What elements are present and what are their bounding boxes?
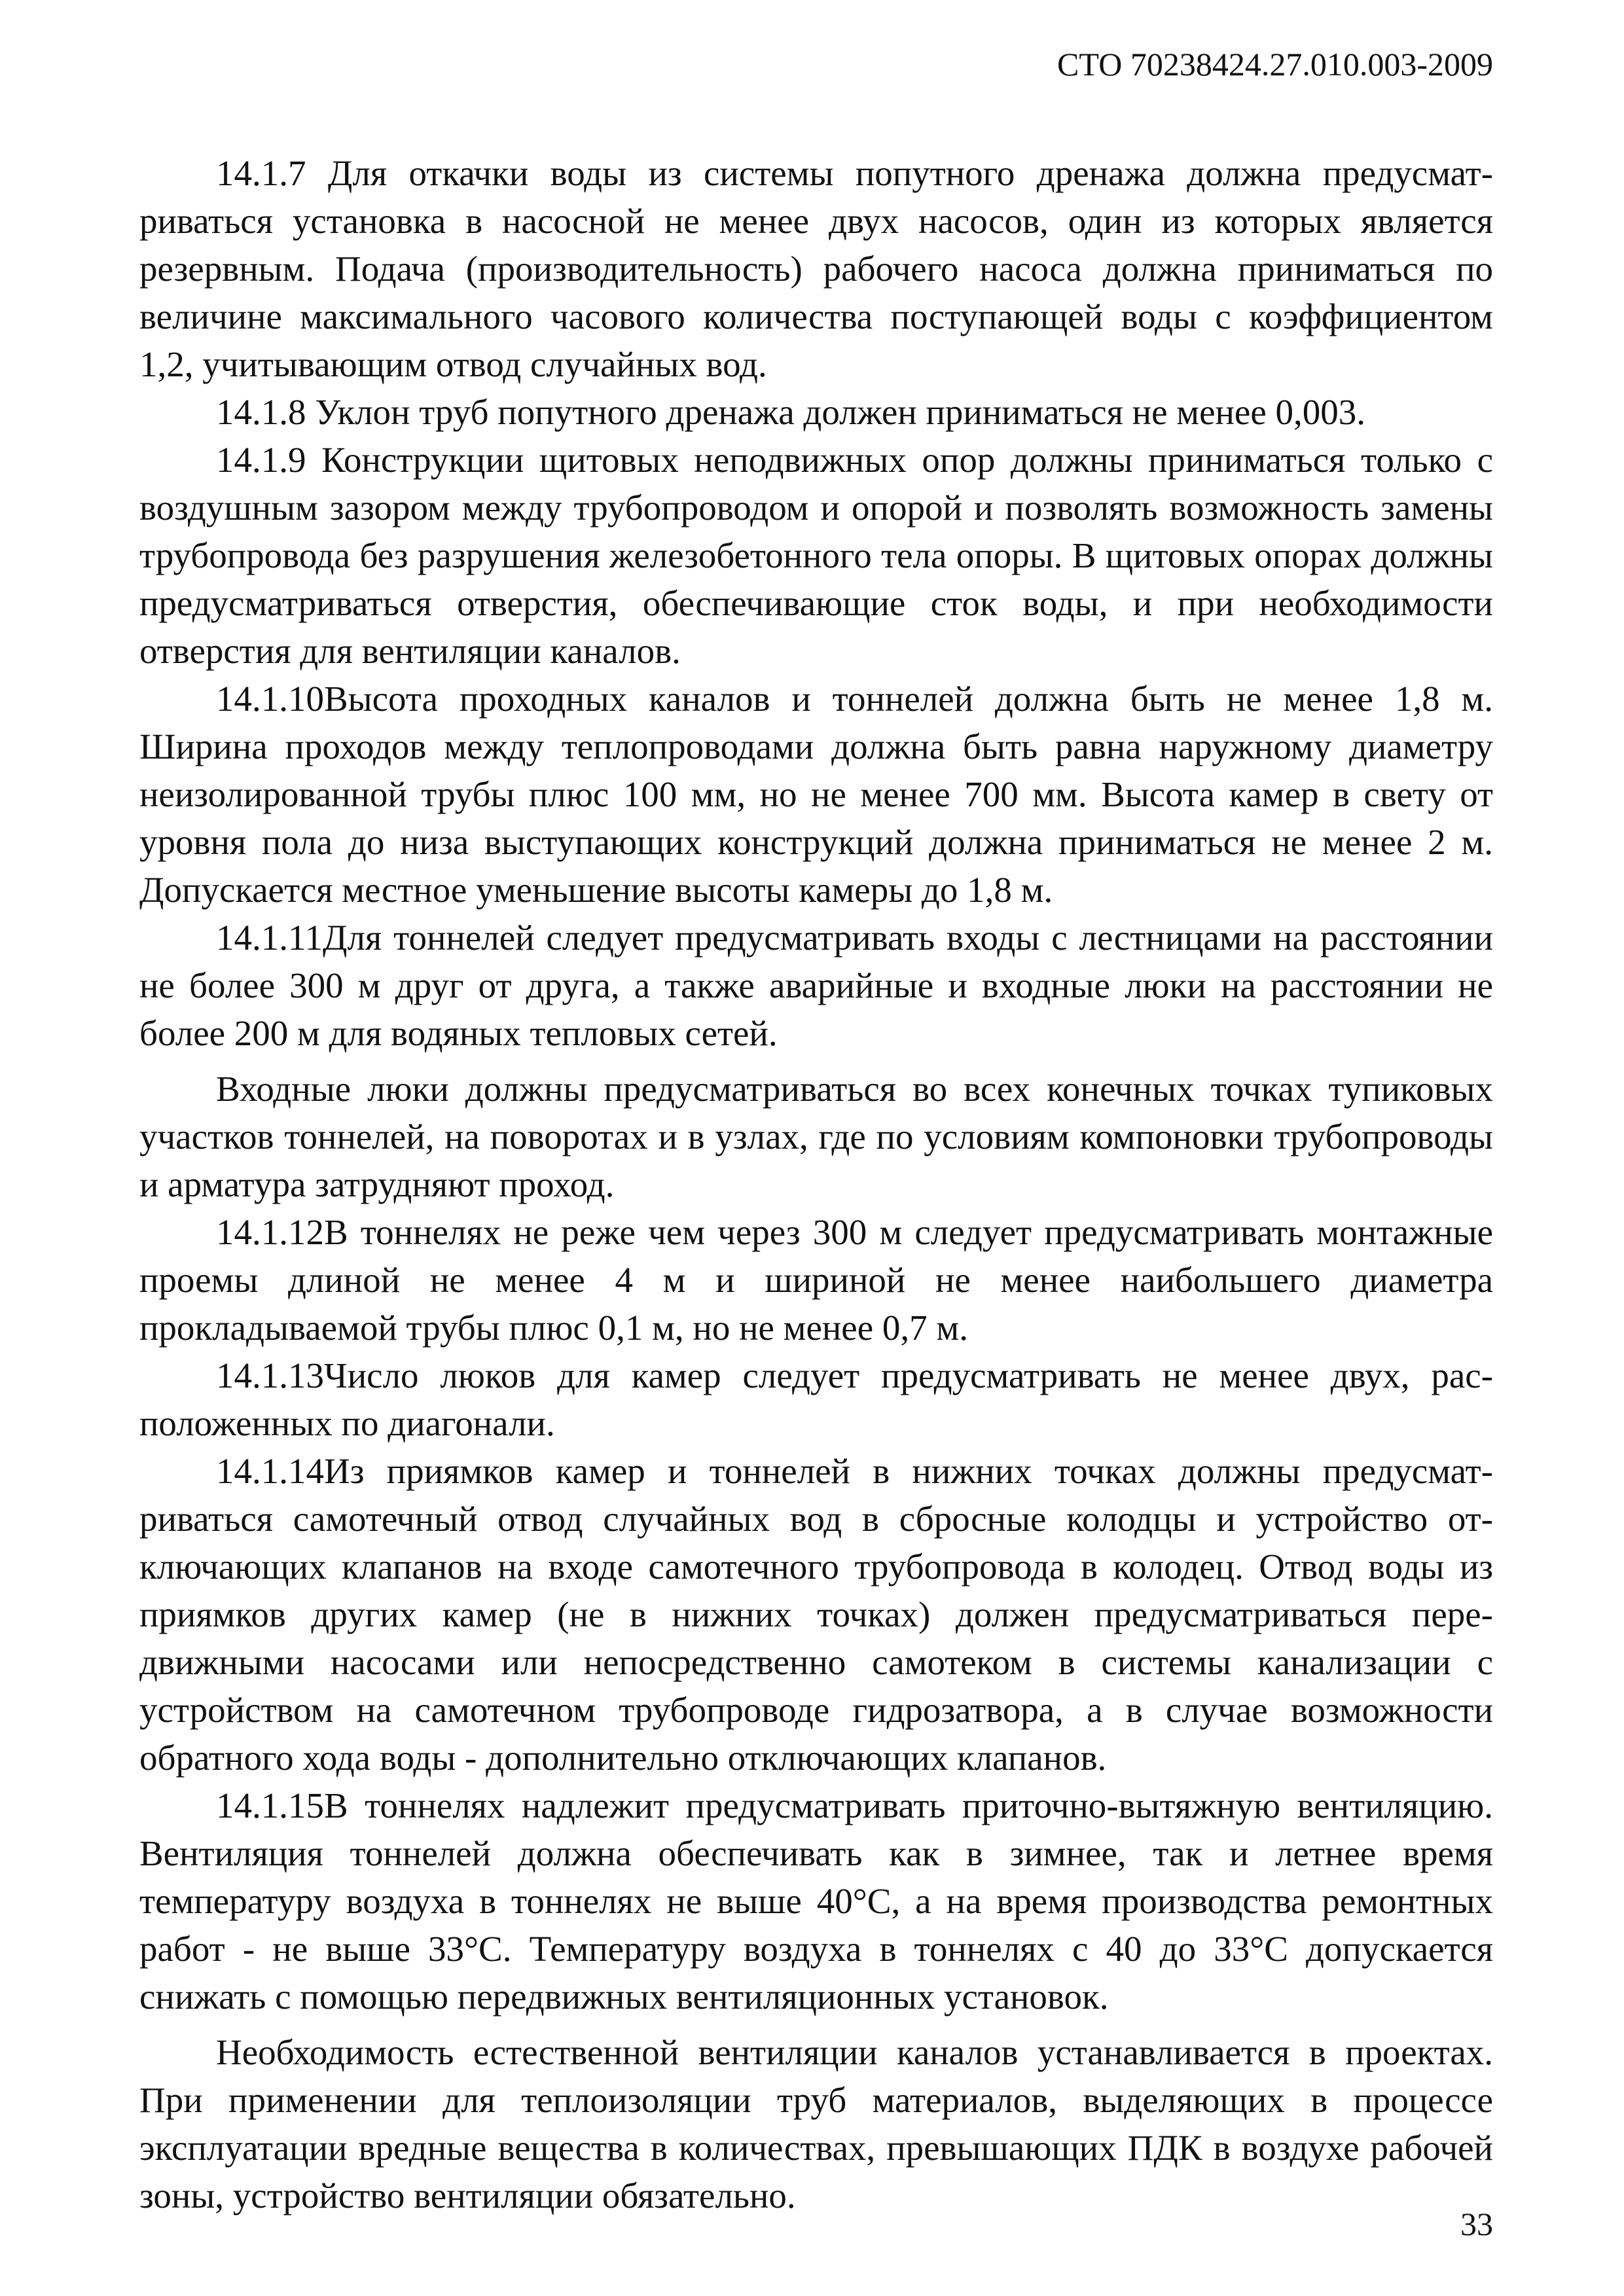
paragraph-14-1-7: 14.1.7 Для откачки воды из системы попутного дренажа должна предусматриваться установка в насосной не менее двух насосов, один из которых является резервным. Подача (производительность) рабочего насоса должна приниматься по величине максимального часового количества поступающей воды с коэффициентом 1,2, учитывающим отвод случайных вод.: [139, 153, 1493, 384]
paragraph-14-1-10: 14.1.10Высота проходных каналов и тоннелей должна быть не менее 1,8 м. Ширина проходов между теплопроводами должна быть равна наружному диаметру неизолированной трубы плюс 100 мм, но не менее 700 мм. Высота камер в свету от уровня пола до низа выступающих конструкций должна приниматься не менее 2 м. Допускается местное уменьшение высоты камеры до 1,8 м.: [139, 679, 1493, 910]
paragraph-14-1-11: 14.1.11Для тоннелей следует предусматривать входы с лестницами на расстоянии не более 300 м друг от друга, а также аварийные и входные люки на расстоянии не более 200 м для водяных тепловых сетей.: [139, 918, 1493, 1053]
document-code-header: СТО 70238424.27.010.003-2009: [1057, 46, 1493, 82]
paragraph-14-1-14: 14.1.14Из приямков камер и тоннелей в нижних точках должны предусматриваться самотечный отвод случайных вод в сбросные колодцы и устройство отключающих клапанов на входе самотечного трубопровода в колодец. Отвод воды из приямков других камер (не в нижних точках) должен предусматриваться передвижными насосами или непосредственно самотеком в системы канализации с устройством на самотечном трубопроводе гидрозатвора, а в случае возможности обратного хода воды - дополнительно отключающих клапанов.: [139, 1451, 1493, 1778]
paragraph-natural-ventilation: Необходимость естественной вентиляции каналов устанавливается в проектах. При применении для теплоизоляции труб материалов, выделяющих в процессе эксплуатации вредные вещества в количествах, превышающих ПДК в воздухе рабочей зоны, устройство вентиляции обязательно.: [139, 2032, 1493, 2215]
paragraph-14-1-9: 14.1.9 Конструкции щитовых неподвижных опор должны приниматься только с воздушным зазором между трубопроводом и опорой и позволять возможность замены трубопровода без разрушения железобетонного тела опоры. В щитовых опорах должны предусматриваться отверстия, обеспечивающие сток воды, и при необходимости отверстия для вентиляции каналов.: [139, 440, 1493, 671]
paragraph-entry-hatches: Входные люки должны предусматриваться во всех конечных точках тупиковых участков тоннелей, на поворотах и в узлах, где по условиям компоновки трубопроводы и арматура затрудняют проход.: [139, 1069, 1493, 1204]
page-number: 33: [1460, 2206, 1493, 2242]
document-body: [139, 149, 1493, 2219]
paragraph-14-1-15: 14.1.15В тоннелях надлежит предусматривать приточно-вытяжную вентиляцию. Вентиляция тоннелей должна обеспечивать как в зимнее, так и летнее время температуру воздуха в тоннелях не выше 40°С, а на время производства ремонтных работ - не выше 33°С. Температуру воздуха в тоннелях с 40 до 33°С допускается снижать с помощью передвижных вентиляционных установок.: [139, 1785, 1493, 2017]
paragraph-14-1-8: 14.1.8 Уклон труб попутного дренажа должен приниматься не менее 0,003.: [216, 392, 1365, 432]
paragraph-14-1-13: 14.1.13Число люков для камер следует предусматривать не менее двух, расположенных по диагонали.: [139, 1355, 1493, 1443]
paragraph-14-1-12: 14.1.12В тоннелях не реже чем через 300 м следует предусматривать монтажные проемы длиной не менее 4 м и шириной не менее наибольшего диаметра прокладываемой трубы плюс 0,1 м, но не менее 0,7 м.: [139, 1212, 1493, 1348]
